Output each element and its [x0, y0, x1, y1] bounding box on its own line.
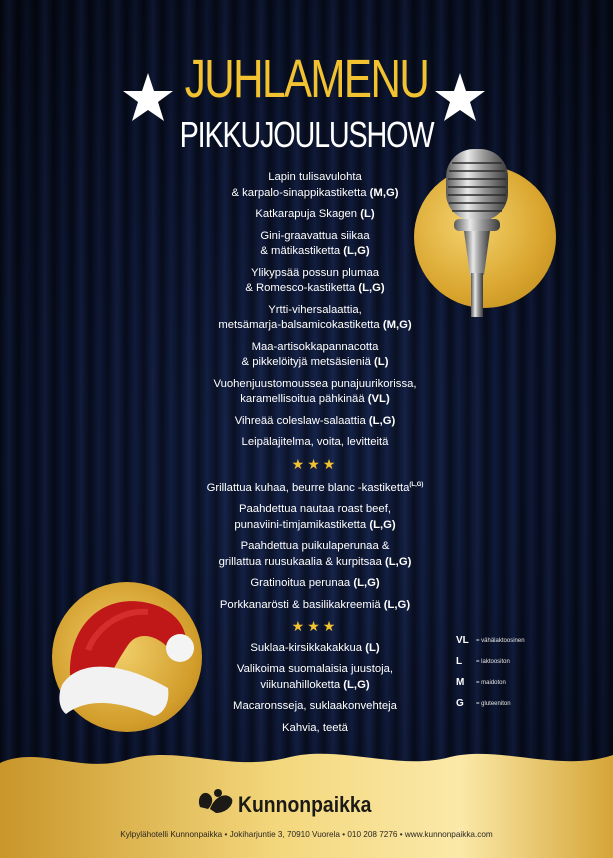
menu-item	[150, 699, 480, 715]
menu-item	[150, 721, 480, 737]
menu-item-line	[150, 598, 480, 614]
menu-item-line	[150, 303, 480, 319]
diet-legend	[456, 630, 525, 714]
menu-item-line	[150, 699, 480, 715]
menu-item	[150, 539, 480, 570]
diet-tag: (L,G)	[343, 678, 370, 691]
menu-item-text: Leipälajitelma, voita, levitteitä	[241, 436, 389, 448]
menu-item-text: & pikkelöityjä metsäsieniä	[241, 356, 371, 368]
legend-row	[456, 693, 525, 714]
diet-tag: (VL)	[367, 393, 390, 405]
menu-item-text: Macaronsseja, suklaakonvehteja	[233, 700, 397, 713]
menu-item	[150, 662, 480, 693]
menu-item	[150, 377, 480, 408]
menu-item	[150, 414, 480, 430]
menu-item	[150, 576, 480, 592]
menu-item-text: & karpalo-sinappikastiketta	[231, 186, 367, 199]
menu-item-line	[150, 641, 480, 657]
legend-code: M	[456, 677, 465, 688]
menu-item-text: Paahdettua nautaa roast beef,	[238, 503, 391, 516]
menu-item-text: Maa-artisokkapannacotta	[251, 340, 379, 353]
stars-divider: ★★★	[291, 618, 339, 635]
menu-item	[150, 266, 480, 297]
menu-item	[150, 478, 480, 496]
menu-item-line	[150, 555, 480, 571]
menu-title: JUHLAMENU	[184, 49, 429, 109]
menu-item-line	[150, 355, 480, 371]
menu-item	[150, 207, 480, 223]
menu-item-text: Lapin tulisavulohta	[268, 171, 362, 183]
menu-item	[150, 502, 480, 533]
menu-item-line	[150, 721, 480, 737]
menu-item-text: Grillattua kuhaa, beurre blanc -kastiketta	[206, 481, 410, 494]
legend-code: G	[456, 698, 464, 709]
menu-item	[150, 598, 480, 614]
diet-tag: (L,G)	[353, 577, 380, 590]
menu-item-line	[150, 340, 480, 356]
diet-tag: (M,G)	[382, 319, 412, 331]
menu-item-text: Gratinoitua perunaa	[250, 577, 351, 590]
brand-name: Kunnonpaikka	[238, 792, 372, 817]
menu-item	[150, 303, 480, 334]
menu-item	[150, 229, 480, 260]
footer-address: Kylpylähotelli Kunnonpaikka • Jokiharjuntie 3, 70910 Vuorela • 010 208 7276 • www.kunnonpaikka.com	[120, 830, 493, 839]
menu-item-line	[150, 229, 480, 245]
menu-item-text: Porkkanarösti & basilikakreemiä	[219, 598, 381, 611]
diet-tag: (L)	[365, 641, 380, 654]
diet-tag: (L,G)	[369, 518, 396, 531]
menu-item-line	[150, 207, 480, 223]
menu-item-line	[150, 539, 480, 555]
legend-row	[456, 630, 525, 651]
menu-item-text: Yrtti-vihersalaattia,	[268, 303, 362, 316]
menu-item-text: Ylikypsää possun plumaa	[250, 266, 380, 279]
menu-item-line	[150, 186, 480, 202]
menu-item-text: Vihreää coleslaw-salaattia	[234, 414, 366, 427]
legend-text: = vähälaktoosinen	[476, 637, 525, 644]
menu-item-text: & mätikastiketta	[260, 245, 341, 257]
menu-item-text: Vuohenjuustomoussea punajuurikorissa,	[213, 377, 417, 390]
menu-item-line	[150, 576, 480, 592]
menu-item-text: karamellisoitua pähkinää	[240, 393, 365, 405]
diet-tag: (L,G)	[385, 555, 412, 568]
diet-tag: (L,G)	[383, 598, 411, 611]
menu-item-line	[150, 662, 480, 678]
menu-item-line	[150, 478, 480, 496]
menu-item-text: Katkarapuja Skagen	[255, 208, 358, 220]
diet-tag: (L)	[374, 356, 389, 368]
menu-item-line	[150, 170, 480, 186]
menu-item-text: Suklaa-kirsikkakakkua	[250, 641, 363, 654]
menu-item-text: viikunahilloketta	[260, 678, 341, 691]
menu-item-line	[150, 502, 480, 518]
diet-tag: (L,G)	[358, 282, 385, 294]
menu-item	[150, 435, 480, 451]
menu-item-text: metsämarja-balsamicokastiketta	[218, 319, 380, 331]
menu-item-text: punaviini-timjamikastiketta	[234, 518, 367, 531]
diet-tag: (L,G)	[409, 482, 424, 488]
menu-subtitle: PIKKUJOULUSHOW	[179, 114, 434, 155]
legend-code: VL	[456, 635, 469, 646]
menu-item-line	[150, 678, 480, 694]
menu-item-line	[150, 392, 480, 408]
diet-tag: (M,G)	[369, 186, 399, 199]
stars-divider: ★★★	[291, 455, 339, 472]
menu-item-text: Gini-graavattua siikaa	[260, 229, 370, 242]
menu-item	[150, 641, 480, 657]
diet-tag: (L)	[360, 208, 375, 220]
menu-item-line	[150, 318, 480, 334]
menu-list	[150, 170, 480, 742]
legend-row	[456, 651, 525, 672]
menu-item-line	[150, 377, 480, 393]
legend-text: = gluteeniton	[476, 700, 511, 707]
menu-item-line	[150, 414, 480, 430]
menu-item-line	[150, 244, 480, 260]
menu-item-text: Kahvia, teetä	[282, 721, 348, 734]
legend-row	[456, 672, 525, 693]
diet-tag: (L,G)	[343, 245, 370, 257]
menu-item-text: Paahdettua puikulaperunaa &	[240, 540, 390, 553]
menu-item-text: & Romesco-kastiketta	[245, 282, 356, 294]
diet-tag: (L,G)	[368, 414, 396, 427]
menu-item-text: Valikoima suomalaisia juustoja,	[236, 663, 394, 676]
menu-item-line	[150, 518, 480, 534]
menu-item-line	[150, 435, 480, 451]
menu-item-line	[150, 266, 480, 282]
legend-text: = laktoositon	[476, 658, 510, 665]
kunnonpaikka-logo-icon	[196, 787, 234, 815]
menu-item-text: grillattua ruusukaalia & kurpitsaa	[218, 555, 382, 568]
legend-code: L	[456, 656, 463, 667]
menu-item	[150, 340, 480, 371]
legend-text: = maidoton	[476, 679, 506, 686]
menu-item	[150, 170, 480, 201]
menu-item-line	[150, 281, 480, 297]
